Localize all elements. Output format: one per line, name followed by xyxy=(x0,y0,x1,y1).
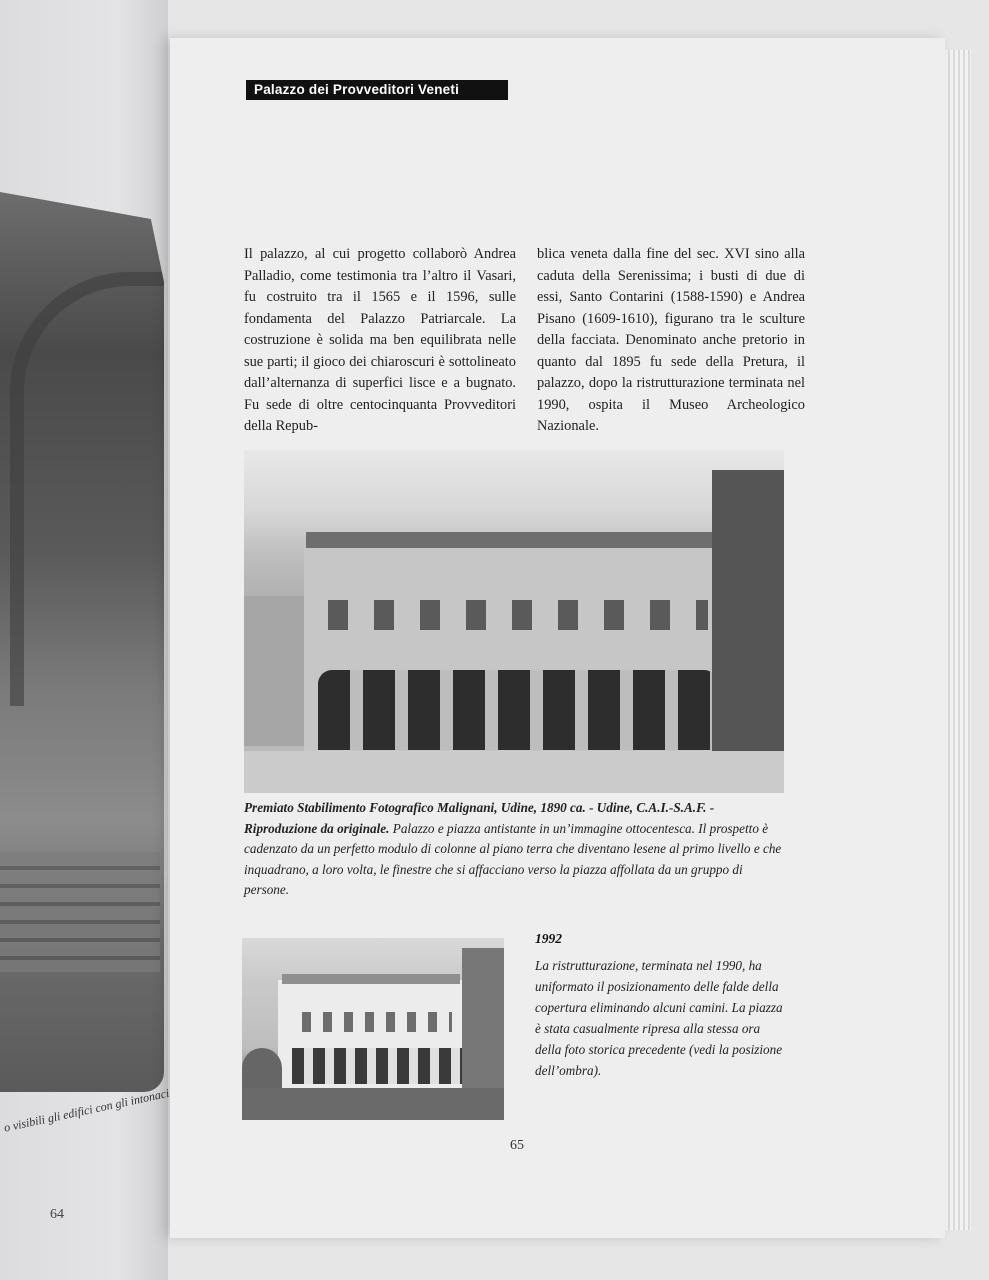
caption-text: Palazzo e piazza antistante in un’immagine ottocentesca. Il prospetto è cadenzato da un perfetto modulo di colonne al piano terra che diventano lesene al primo livello e che inquadrano, a loro volta, le finestre che si affacciano verso la piazza affollata da un gruppo di persone. xyxy=(244,820,782,897)
modern-photo xyxy=(242,938,504,1120)
piazza-ground xyxy=(244,751,784,793)
facade-arcade xyxy=(318,670,718,750)
figure-caption-2: La ristrutturazione, terminata nel 1990, ha uniformato il posizionamento delle falde della copertura eliminando alcuni camini. La piazza è stata casualmente ripresa alla stessa ora della foto storica precedente (vedi la posizione dell’ombra). xyxy=(535,958,783,1078)
page-number: 65 xyxy=(510,1138,524,1153)
figure-caption-1 xyxy=(244,798,789,901)
figure-year: 1992 xyxy=(535,931,562,946)
steps-detail xyxy=(0,852,160,972)
photo-credit: Premiato Stabilimento Fotografico Malignani, Udine, 1890 ca. - Udine, C.A.I.-S.A.F. - Riproduzione da originale. xyxy=(244,800,715,836)
right-page xyxy=(170,38,945,1238)
page-edges xyxy=(945,50,971,1230)
left-building xyxy=(244,596,304,746)
historic-photo xyxy=(244,450,784,793)
left-page-photo xyxy=(0,192,164,1092)
left-page-caption: o visibili gli edifici con gli intonaci xyxy=(2,1085,171,1135)
facade-arcade xyxy=(292,1048,462,1084)
palazzo-roof xyxy=(282,974,460,984)
section-banner: Palazzo dei Provveditori Veneti xyxy=(246,80,508,100)
facade-windows xyxy=(302,1012,452,1032)
left-page xyxy=(0,0,171,1280)
body-column-2: blica veneta dalla fine del sec. XVI sino alla caduta della Serenissima; i busti di due di essi, Santo Contarini (1588-1590) e Andrea Pisano (1609-1610), figurano tra le sculture della facciata. Denominato anche pretorio in quanto dal 1895 fu sede della Pretura, il palazzo, dopo la ristrutturazione terminata nel 1990, ospita il Museo Archeologico Nazionale. xyxy=(537,246,805,434)
piazza-parking xyxy=(242,1088,504,1120)
palazzo-roof xyxy=(306,532,724,548)
side-building xyxy=(462,948,504,1088)
facade-windows xyxy=(328,600,708,630)
church-side xyxy=(712,470,784,760)
left-page-number: 64 xyxy=(50,1207,64,1222)
body-column-1: Il palazzo, al cui progetto collaborò Andrea Palladio, come testimonia tra l’altro il Vasari, fu costruito tra il 1565 e il 1596, sulle fondamenta del Palazzo Patriarcale. La costruzione è solida ma ben equilibrata nelle sue parti; il gioco dei chiaroscuri è sottolineato dall’alternanza di superfici lisce e a bugnato. Fu sede di oltre centocinquanta Provveditori della Repub- xyxy=(244,246,516,434)
